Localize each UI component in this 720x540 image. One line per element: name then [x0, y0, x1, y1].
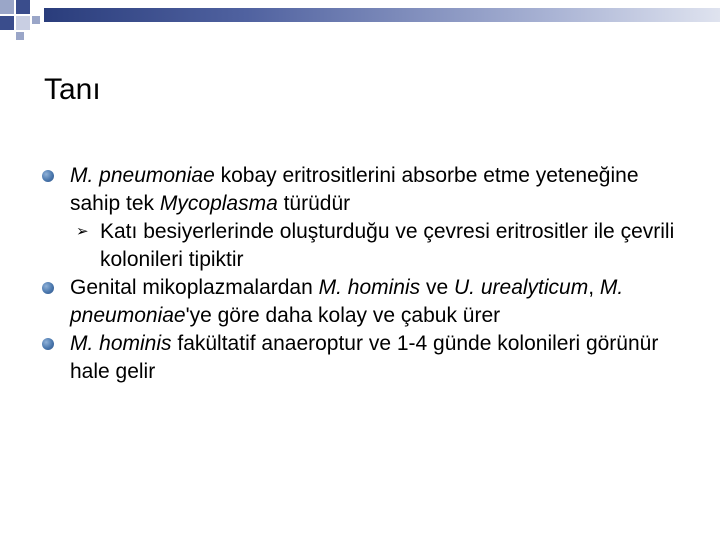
- corner-square: [16, 32, 24, 40]
- bullet-dot-icon: [42, 282, 54, 294]
- bullet-text-run: Mycoplasma: [159, 192, 278, 215]
- sub-bullet-text: Katı besiyerlerinde oluşturduğu ve çevresi eritrositler ile çevrili kolonileri tipiktir: [100, 220, 675, 271]
- corner-square: [0, 16, 14, 30]
- bullet-list: [42, 162, 692, 386]
- bullet-text-run: M. hominis: [318, 276, 421, 299]
- sub-bullet-item: [42, 218, 692, 274]
- corner-square: [16, 0, 30, 14]
- bullet-text-run: U. urealyticum: [454, 276, 589, 299]
- bullet-text-run: ve: [420, 276, 455, 299]
- bullet-text-run: M. hominis: [70, 332, 172, 355]
- bullet-text-run: kobay eritrositlerini absorbe etme yeteneğine sahip tek: [70, 164, 639, 215]
- arrow-bullet-icon: ➢: [76, 223, 89, 240]
- decorative-header-bar: [44, 8, 720, 22]
- bullet-dot-icon: [42, 338, 54, 350]
- bullet-item: [42, 274, 692, 330]
- corner-square: [0, 0, 14, 14]
- bullet-text-run: M. pneumoniae: [70, 164, 215, 187]
- bullet-text-run: türüdür: [277, 192, 351, 215]
- corner-square: [16, 16, 30, 30]
- bullet-text-run: Genital mikoplazmalardan: [70, 276, 319, 299]
- bullet-text-run: 'ye göre daha kolay ve çabuk ürer: [185, 304, 501, 327]
- bullet-text-run: ,: [588, 276, 600, 299]
- bullet-item: [42, 162, 692, 218]
- bullet-text-run: M. pneumoniae: [70, 276, 624, 327]
- slide-title: Tanı: [44, 73, 101, 106]
- bullet-dot-icon: [42, 170, 54, 182]
- bullet-text-run: fakültatif anaeroptur ve 1-4 günde kolonileri görünür hale gelir: [70, 332, 659, 383]
- corner-square: [32, 16, 40, 24]
- bullet-item: [42, 330, 692, 386]
